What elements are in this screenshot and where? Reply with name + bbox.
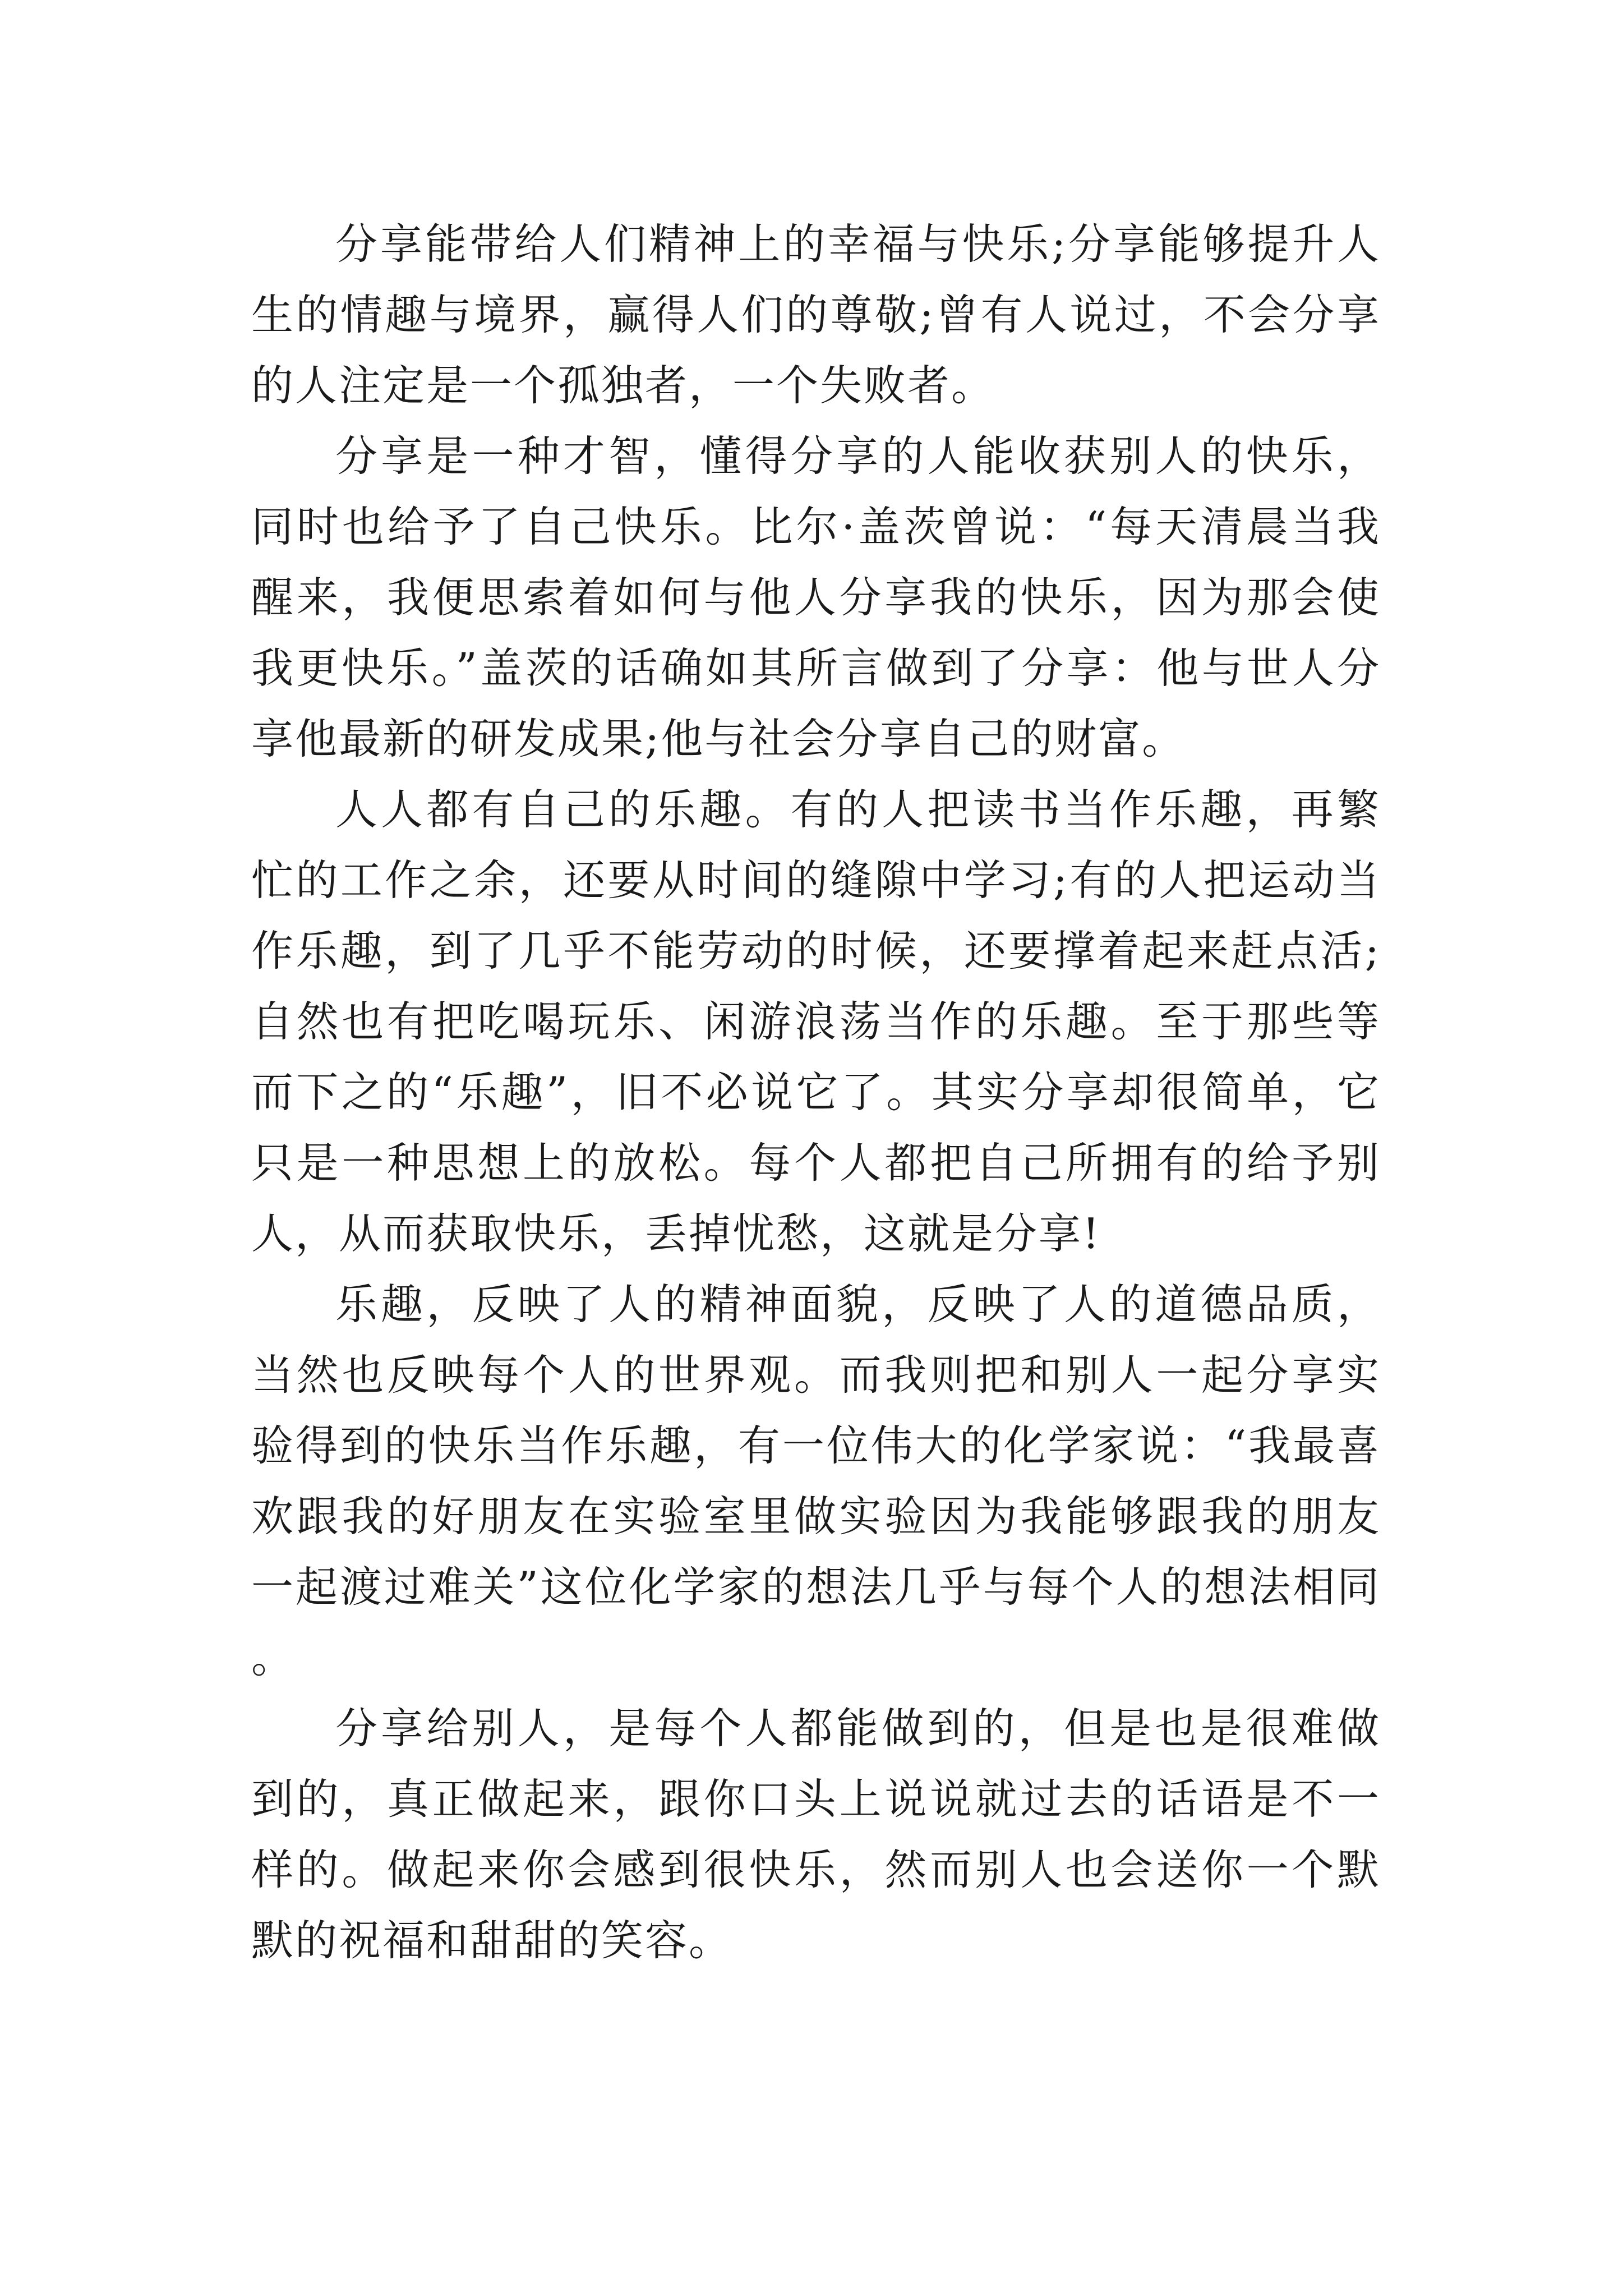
paragraph-4: 乐趣，反映了人的精神面貌，反映了人的道德品质，当然也反映每个人的世界观。而我则把和别人一起分享实验得到的快乐当作乐趣，有一位伟大的化学家说：“我最喜欢跟我的好朋友在实验室里做实验因为我能够跟我的朋友一起渡过难关”这位化学家的想法几乎与每个人的想法相同。: [251, 1280, 1381, 1682]
paragraph-1: 分享能带给人们精神上的幸福与快乐;分享能够提升人生的情趣与境界，赢得人们的尊敬;曾有人说过，不会分享的人注定是一个孤独者，一个失败者。: [251, 219, 1381, 410]
paragraph-5: 分享给别人，是每个人都能做到的，但是也是很难做到的，真正做起来，跟你口头上说说就过去的话语是不一样的。做起来你会感到很快乐，然而别人也会送你一个默默的祝福和甜甜的笑容。: [251, 1704, 1381, 1965]
paragraph-2: 分享是一种才智，懂得分享的人能收获别人的快乐，同时也给予了自己快乐。比尔·盖茨曾说：“每天清晨当我醒来，我便思索着如何与他人分享我的快乐，因为那会使我更快乐。”盖茨的话确如其所言做到了分享：他与世人分享他最新的研发成果;他与社会分享自己的财富。: [251, 431, 1381, 763]
document-body: [251, 209, 1381, 1976]
paragraph-3: 人人都有自己的乐趣。有的人把读书当作乐趣，再繁忙的工作之余，还要从时间的缝隙中学习;有的人把运动当作乐趣，到了几乎不能劳动的时候，还要撑着起来赶点活;自然也有把吃喝玩乐、闲游浪荡当作的乐趣。至于那些等而下之的“乐趣”，旧不必说它了。其实分享却很简单，它只是一种思想上的放松。每个人都把自己所拥有的给予别人，从而获取快乐，丢掉忧愁，这就是分享!: [251, 785, 1381, 1258]
